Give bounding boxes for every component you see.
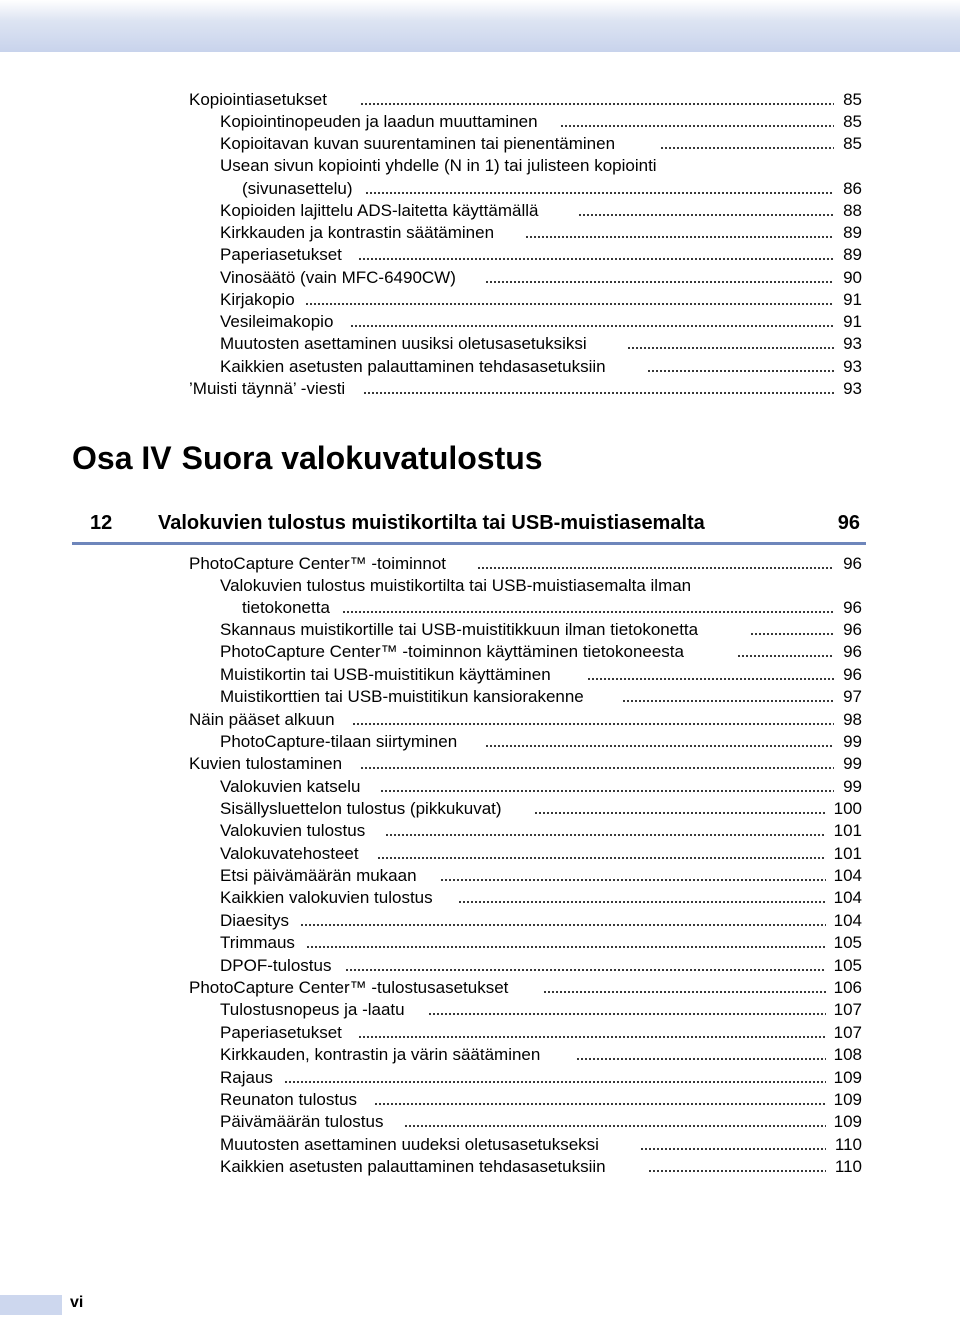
toc-entry-page: 107 bbox=[833, 1000, 862, 1019]
toc-entry-page: 90 bbox=[843, 268, 862, 287]
toc-entry[interactable] bbox=[0, 378, 960, 402]
toc-entry[interactable] bbox=[0, 597, 960, 621]
toc-entry-text: Muutosten asettaminen uusiksi oletusasetuksiksi bbox=[220, 334, 587, 353]
toc-entry-text: Kopioiden lajittelu ADS-laitetta käyttämällä bbox=[220, 201, 539, 220]
leader-dots bbox=[587, 678, 834, 680]
toc-entry-text: ’Muisti täynnä’ -viesti bbox=[189, 379, 346, 398]
toc-entry[interactable] bbox=[0, 999, 960, 1023]
toc-entry[interactable] bbox=[0, 311, 960, 335]
toc-entry-page: 104 bbox=[833, 888, 862, 907]
leader-dots bbox=[560, 125, 834, 127]
toc-entry[interactable] bbox=[0, 267, 960, 291]
toc-entry-page: 96 bbox=[843, 642, 862, 661]
toc-entry-text: Kaikkien asetusten palauttaminen tehdasasetuksiin bbox=[220, 357, 606, 376]
toc-entry-text: Vinosäätö (vain MFC-6490CW) bbox=[220, 268, 456, 287]
toc-entry[interactable] bbox=[0, 1111, 960, 1135]
toc-entry[interactable] bbox=[0, 222, 960, 246]
toc-entry-text: Vesileimakopio bbox=[220, 312, 334, 331]
leader-dots bbox=[485, 281, 834, 283]
toc-entry[interactable] bbox=[0, 798, 960, 822]
toc-entry-text: Kirkkauden ja kontrastin säätäminen bbox=[220, 223, 495, 242]
toc-entry[interactable] bbox=[0, 1156, 960, 1180]
toc-entry-text: Näin pääset alkuun bbox=[189, 710, 335, 729]
toc-entry[interactable] bbox=[0, 820, 960, 844]
leader-dots bbox=[342, 611, 834, 613]
leader-dots bbox=[750, 633, 834, 635]
toc-entry-text: Kopiointinopeuden ja laadun muuttaminen bbox=[220, 112, 538, 131]
toc-entry[interactable] bbox=[0, 289, 960, 313]
leader-dots bbox=[660, 147, 834, 149]
toc-entry[interactable] bbox=[0, 686, 960, 710]
leader-dots bbox=[345, 969, 826, 971]
toc-entry-page: 96 bbox=[843, 665, 862, 684]
toc-entry-page: 104 bbox=[833, 911, 862, 930]
toc-entry-text: Diaesitys bbox=[220, 911, 289, 930]
toc-entry-page: 99 bbox=[843, 777, 862, 796]
chapter-number: 12 bbox=[90, 512, 113, 534]
toc-entry[interactable] bbox=[0, 333, 960, 357]
toc-entry-text: Kaikkien valokuvien tulostus bbox=[220, 888, 433, 907]
toc-entry-page: 93 bbox=[843, 379, 862, 398]
toc-entry-page: 104 bbox=[833, 866, 862, 885]
toc-entry[interactable] bbox=[0, 178, 960, 202]
toc-entry-page: 88 bbox=[843, 201, 862, 220]
toc-entry-page: 105 bbox=[833, 933, 862, 952]
leader-dots bbox=[377, 857, 826, 859]
toc-entry-text: Paperiasetukset bbox=[220, 245, 342, 264]
toc-entry-text: Valokuvien tulostus bbox=[220, 821, 366, 840]
toc-entry-text: Valokuvatehosteet bbox=[220, 844, 359, 863]
toc-entry-page: 89 bbox=[843, 245, 862, 264]
toc-entry[interactable] bbox=[0, 200, 960, 224]
toc-entry-page: 85 bbox=[843, 112, 862, 131]
toc-entry-text: Kirjakopio bbox=[220, 290, 295, 309]
toc-entry-text: DPOF-tulostus bbox=[220, 956, 332, 975]
toc-entry-text: tietokonetta bbox=[242, 598, 330, 617]
toc-entry-text: Tulostusnopeus ja -laatu bbox=[220, 1000, 405, 1019]
toc-entry-text: Kopioitavan kuvan suurentaminen tai pienentäminen bbox=[220, 134, 616, 153]
toc-entry-page: 96 bbox=[843, 554, 862, 573]
toc-entry-text: Kopiointiasetukset bbox=[189, 90, 327, 109]
toc-entry-page: 105 bbox=[833, 956, 862, 975]
toc-entry-page: 91 bbox=[843, 312, 862, 331]
toc-entry-text: Päivämäärän tulostus bbox=[220, 1112, 384, 1131]
leader-dots bbox=[284, 1081, 826, 1083]
toc-entry-page: 108 bbox=[833, 1045, 862, 1064]
toc-entry-page: 85 bbox=[843, 134, 862, 153]
toc-entry[interactable] bbox=[0, 955, 960, 979]
toc-entry-page: 91 bbox=[843, 290, 862, 309]
toc-entry-text: Paperiasetukset bbox=[220, 1023, 342, 1042]
toc-entry[interactable] bbox=[0, 977, 960, 1001]
toc-entry-text: PhotoCapture-tilaan siirtyminen bbox=[220, 732, 458, 751]
leader-dots bbox=[576, 1058, 826, 1060]
toc-entry[interactable] bbox=[0, 932, 960, 956]
toc-entry[interactable] bbox=[0, 1044, 960, 1068]
leader-dots bbox=[647, 370, 834, 372]
toc-entry[interactable] bbox=[0, 731, 960, 755]
toc-entry[interactable] bbox=[0, 641, 960, 665]
leader-dots bbox=[385, 834, 826, 836]
toc-entry-text: PhotoCapture Center™ -toiminnon käyttäminen tietokoneesta bbox=[220, 642, 684, 661]
footer-band bbox=[0, 1295, 62, 1315]
toc-entry-page: 101 bbox=[833, 821, 862, 840]
leader-dots bbox=[365, 192, 834, 194]
toc-entry[interactable] bbox=[0, 1134, 960, 1158]
toc-entry[interactable] bbox=[0, 887, 960, 911]
toc-entry[interactable] bbox=[0, 356, 960, 380]
toc-entry-text: Skannaus muistikortille tai USB-muistitikkuun ilman tietokonetta bbox=[220, 620, 699, 639]
leader-dots bbox=[305, 303, 834, 305]
header-band bbox=[0, 0, 960, 52]
toc-entry-page: 109 bbox=[833, 1112, 862, 1131]
toc-entry-page: 85 bbox=[843, 90, 862, 109]
toc-entry[interactable] bbox=[0, 244, 960, 268]
leader-dots bbox=[578, 214, 834, 216]
leader-dots bbox=[477, 567, 834, 569]
leader-dots bbox=[358, 258, 834, 260]
leader-dots bbox=[360, 103, 834, 105]
toc-entry-text: Kaikkien asetusten palauttaminen tehdasasetuksiin bbox=[220, 1157, 606, 1176]
toc-entry-page: 89 bbox=[843, 223, 862, 242]
toc-entry-text: Kuvien tulostaminen bbox=[189, 754, 343, 773]
leader-dots bbox=[525, 236, 834, 238]
leader-dots bbox=[380, 790, 834, 792]
toc-entry[interactable] bbox=[0, 664, 960, 688]
leader-dots bbox=[534, 812, 826, 814]
toc-entry-page: 110 bbox=[834, 1157, 862, 1176]
leader-dots bbox=[458, 901, 826, 903]
leader-dots bbox=[352, 723, 834, 725]
toc-entry-text-line1: Valokuvien tulostus muistikortilta tai USB-muistiasemalta ilman bbox=[220, 576, 692, 595]
leader-dots bbox=[363, 392, 834, 394]
toc-entry[interactable] bbox=[0, 111, 960, 135]
leader-dots bbox=[640, 1148, 826, 1150]
toc-entry-page: 93 bbox=[843, 357, 862, 376]
leader-dots bbox=[350, 325, 834, 327]
toc-entry[interactable] bbox=[0, 776, 960, 800]
toc-entry-page: 107 bbox=[833, 1023, 862, 1042]
leader-dots bbox=[485, 745, 834, 747]
toc-entry-text: Etsi päivämäärän mukaan bbox=[220, 866, 417, 885]
toc-entry[interactable] bbox=[0, 553, 960, 577]
toc-entry-text: Reunaton tulostus bbox=[220, 1090, 358, 1109]
toc-entry[interactable] bbox=[0, 1067, 960, 1091]
leader-dots bbox=[300, 924, 826, 926]
part-name: Suora valokuvatulostus bbox=[181, 440, 543, 476]
toc-entry-page: 96 bbox=[843, 598, 862, 617]
toc-entry-page: 93 bbox=[843, 334, 862, 353]
toc-entry-text: Kirkkauden, kontrastin ja värin säätäminen bbox=[220, 1045, 541, 1064]
toc-entry-page: 99 bbox=[843, 732, 862, 751]
toc-entry-page: 110 bbox=[834, 1135, 862, 1154]
leader-dots bbox=[440, 879, 826, 881]
toc-entry[interactable] bbox=[0, 865, 960, 889]
toc-entry-text: Muistikortin tai USB-muistitikun käyttäminen bbox=[220, 665, 551, 684]
toc-entry[interactable] bbox=[0, 1089, 960, 1113]
part-title bbox=[72, 440, 543, 477]
toc-entry[interactable] bbox=[0, 89, 960, 113]
leader-dots bbox=[737, 655, 834, 657]
toc-entry[interactable] bbox=[0, 133, 960, 157]
leader-dots bbox=[404, 1125, 826, 1127]
toc-entry[interactable] bbox=[0, 753, 960, 777]
toc-entry-page: 101 bbox=[833, 844, 862, 863]
toc-entry-text: PhotoCapture Center™ -tulostusasetukset bbox=[189, 978, 509, 997]
toc-entry-text: (sivunasettelu) bbox=[242, 179, 353, 198]
toc-entry-page: 106 bbox=[833, 978, 862, 997]
toc-entry-page: 98 bbox=[843, 710, 862, 729]
leader-dots bbox=[306, 946, 826, 948]
chapter-title: Valokuvien tulostus muistikortilta tai USB-muistiasemalta bbox=[158, 512, 705, 534]
part-label: Osa IV bbox=[72, 440, 172, 476]
footer-page-number: vi bbox=[70, 1294, 84, 1311]
chapter-heading[interactable] bbox=[72, 508, 866, 545]
toc-entry[interactable] bbox=[0, 910, 960, 934]
leader-dots bbox=[648, 1170, 826, 1172]
toc-entry-page: 109 bbox=[833, 1068, 862, 1087]
toc-entry[interactable] bbox=[0, 619, 960, 643]
toc-entry[interactable] bbox=[0, 843, 960, 867]
toc-entry[interactable] bbox=[0, 1022, 960, 1046]
toc-entry-text: Trimmaus bbox=[220, 933, 295, 952]
toc-entry-page: 86 bbox=[843, 179, 862, 198]
leader-dots bbox=[428, 1013, 826, 1015]
toc-entry-text: Valokuvien katselu bbox=[220, 777, 361, 796]
chapter-page: 96 bbox=[837, 512, 860, 534]
toc-entry-page: 100 bbox=[833, 799, 862, 818]
leader-dots bbox=[543, 991, 826, 993]
leader-dots bbox=[360, 767, 834, 769]
toc-entry-page: 109 bbox=[833, 1090, 862, 1109]
toc-entry-page: 97 bbox=[843, 687, 862, 706]
leader-dots bbox=[374, 1103, 826, 1105]
toc-entry-text: PhotoCapture Center™ -toiminnot bbox=[189, 554, 447, 573]
toc-entry-text: Sisällysluettelon tulostus (pikkukuvat) bbox=[220, 799, 502, 818]
toc-entry-page: 96 bbox=[843, 620, 862, 639]
toc-entry-text: Rajaus bbox=[220, 1068, 273, 1087]
leader-dots bbox=[358, 1036, 826, 1038]
toc-entry-text: Muistikorttien tai USB-muistitikun kansiorakenne bbox=[220, 687, 584, 706]
toc-entry-page: 99 bbox=[843, 754, 862, 773]
leader-dots bbox=[622, 700, 834, 702]
toc-entry[interactable] bbox=[0, 709, 960, 733]
toc-entry-text-line1: Usean sivun kopiointi yhdelle (N in 1) tai julisteen kopiointi bbox=[220, 156, 657, 175]
toc-entry-text: Muutosten asettaminen uudeksi oletusasetukseksi bbox=[220, 1135, 599, 1154]
leader-dots bbox=[627, 347, 834, 349]
